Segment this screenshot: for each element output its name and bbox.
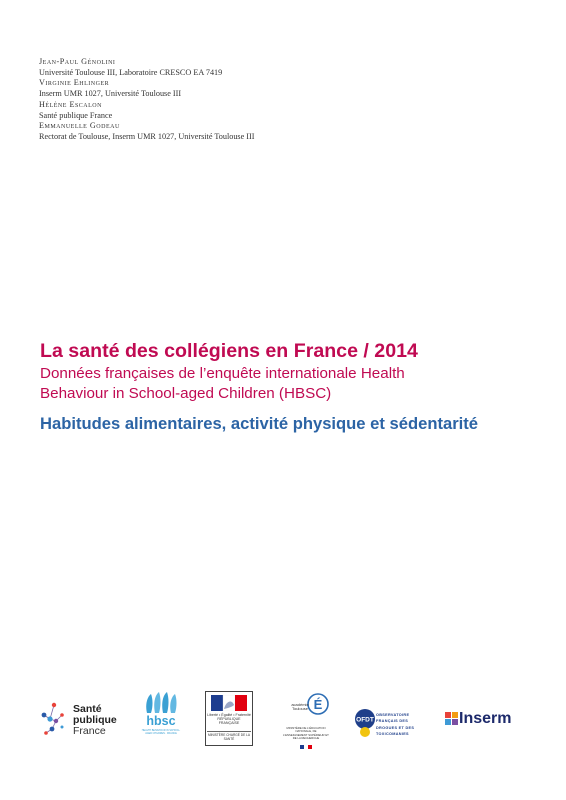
network-dots-icon xyxy=(40,699,72,739)
report-subtitle xyxy=(40,364,555,404)
rf-ministry: MINISTÈRE CHARGÉ DE LA SANTÉ xyxy=(208,733,250,741)
author-name: Hélène Escalon xyxy=(39,99,102,109)
sp-line-2: publique xyxy=(73,714,117,726)
author-list xyxy=(39,57,479,143)
author-affiliation: Santé publique France xyxy=(39,110,113,120)
inserm-squares-icon xyxy=(445,712,459,728)
author-affiliation: Université Toulouse III, Laboratoire CRESCO EA 7419 xyxy=(39,67,223,77)
academie-ministere: MINISTÈRE DE L’ÉDUCATION NATIONALE, DE L’ENSEIGNEMENT SUPÉRIEUR ET DE LA RECHERCHE xyxy=(283,726,329,740)
author-name: Virginie Ehlinger xyxy=(39,78,110,88)
ofdt-line-3: DROGUES ET DES xyxy=(376,725,415,730)
academie-wordmark: académie Toulouse xyxy=(291,702,309,712)
ofdt-line-1: OBSERVATOIRE xyxy=(376,713,410,717)
hbsc-logo xyxy=(141,691,181,749)
author-affiliation: Rectorat de Toulouse, Inserm UMR 1027, Université Toulouse III xyxy=(39,131,255,141)
hbsc-wordmark: hbsc xyxy=(146,714,176,728)
section-title: Habitudes alimentaires, activité physique et sédentarité xyxy=(40,414,479,433)
academie-toulouse-logo xyxy=(283,691,329,751)
partner-logos xyxy=(0,683,566,753)
author-name: Jean-Paul Génolini xyxy=(39,57,116,66)
subtitle-line-1: Données françaises de l’enquête internationale Health xyxy=(40,365,405,382)
hbsc-tagline: HEALTH BEHAVIOUR IN SCHOOL-AGED CHILDREN · FRANCE xyxy=(141,729,181,735)
ofdt-line-2: FRANÇAIS DES xyxy=(376,719,409,724)
rf-motto: Liberté • Égalité • Fraternité RÉPUBLIQUE FRANÇAISE xyxy=(207,713,251,725)
svg-text:É: É xyxy=(313,697,323,712)
inserm-logo xyxy=(445,710,525,734)
author-name: Emmanuelle Godeau xyxy=(39,121,120,131)
ofdt-wordmark xyxy=(376,712,422,737)
inserm-wordmark: Inserm xyxy=(459,710,512,727)
ofdt-emblem-icon xyxy=(354,705,376,739)
republique-francaise-logo xyxy=(205,691,253,746)
svg-text:OFDT: OFDT xyxy=(356,716,374,724)
small-flag-icon xyxy=(300,745,312,749)
subtitle-line-2: Behaviour in School-aged Children (HBSC) xyxy=(40,385,332,402)
hbsc-figures-icon xyxy=(141,691,181,715)
author-affiliation: Inserm UMR 1027, Université Toulouse III xyxy=(39,89,182,99)
sante-publique-wordmark xyxy=(73,704,117,737)
marianne-flag-icon xyxy=(211,695,247,711)
sp-line-3: France xyxy=(73,725,106,737)
ofdt-line-4: TOXICOMANIES xyxy=(376,731,409,736)
ofdt-logo xyxy=(354,705,426,739)
report-title: La santé des collégiens en France / 2014 xyxy=(40,340,418,362)
sante-publique-france-logo xyxy=(40,699,130,743)
sp-line-1: Santé xyxy=(73,703,102,715)
title-block xyxy=(40,339,555,435)
